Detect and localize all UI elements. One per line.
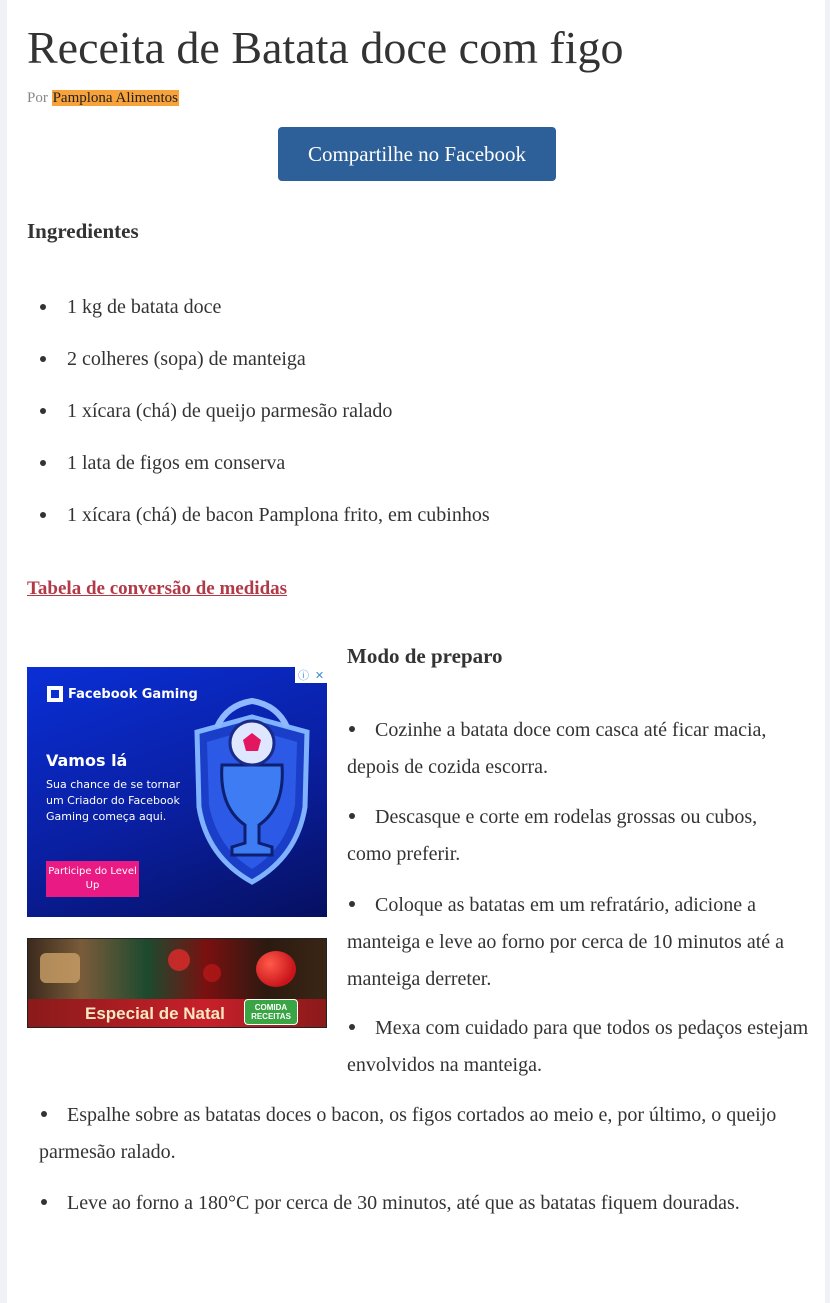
byline-prefix: Por [27,90,48,106]
bullet-icon [40,460,46,466]
trophy-shield-icon [187,687,317,887]
preparation-step: Leve ao forno a 180°C por cerca de 30 minutos, até que as batatas fiquem douradas. [39,1185,799,1222]
preparation-step: Descasque e corte em rodelas grossas ou cubos, como preferir. [347,806,758,865]
bullet-icon [349,1024,355,1030]
author-link[interactable]: Pamplona Alimentos [52,90,179,106]
close-icon[interactable]: ✕ [314,668,325,682]
ingredient-item: 1 xícara (chá) de queijo parmesão ralado [27,390,807,442]
ingredient-item: 1 xícara (chá) de bacon Pamplona frito, em cubinhos [27,494,807,546]
ornament-icon [168,949,190,971]
bullet-icon [40,408,46,414]
bullet-icon [349,901,355,907]
bullet-icon [349,726,355,732]
preparation-heading: Modo de preparo [347,644,503,668]
ad-cta-button[interactable]: Participe do Level Up [46,861,139,897]
preparation-step: Espalhe sobre as batatas doces o bacon, os figos cortados ao meio e, por último, o queijo parmesão ralado. [39,1104,777,1163]
ingredients-heading: Ingredientes [27,219,139,243]
bullet-icon [41,1199,47,1205]
page-title: Receita de Batata doce com figo [27,22,624,73]
ingredient-item: 1 lata de figos em conserva [27,442,807,494]
ad-choices[interactable] [295,667,327,683]
bullet-icon [40,304,46,310]
bullet-icon [349,813,355,819]
bullet-icon [40,356,46,362]
comida-receitas-logo: COMIDA RECEITAS [244,999,298,1025]
conversion-table-link[interactable]: Tabela de conversão de medidas [27,578,288,599]
preparation-step: Mexa com cuidado para que todos os pedaços estejam envolvidos na manteiga. [347,1017,809,1076]
facebook-gaming-ad[interactable] [27,667,327,917]
byline [27,90,179,107]
ad-copy: Sua chance de se tornar um Criador do Facebook Gaming começa aqui. [46,778,181,823]
tomato-icon [256,951,296,987]
christmas-recipes-ad[interactable] [27,938,327,1028]
ad-headline: Vamos lá [46,751,128,770]
ornament-icon [203,964,221,982]
info-icon[interactable]: ⓘ [297,669,309,682]
panettone-image [40,953,80,983]
ingredient-item: 1 kg de batata doce [27,286,807,338]
ingredients-list [27,286,807,546]
ad-label: Especial de Natal [85,1004,225,1023]
facebook-share-button[interactable]: Compartilhe no Facebook [278,127,556,181]
facebook-gaming-logo: Facebook Gaming [47,686,198,702]
bullet-icon [41,1111,47,1117]
preparation-step: Cozinhe a batata doce com casca até ficar macia, depois de cozida escorra. [347,719,767,778]
article-page [7,0,825,1303]
facebook-gaming-icon [47,686,63,702]
preparation-step: Coloque as batatas em um refratário, adicione a manteiga e leve ao forno por cerca de 10 minutos até a manteiga derreter. [347,894,785,990]
ingredient-item: 2 colheres (sopa) de manteiga [27,338,807,390]
bullet-icon [40,512,46,518]
